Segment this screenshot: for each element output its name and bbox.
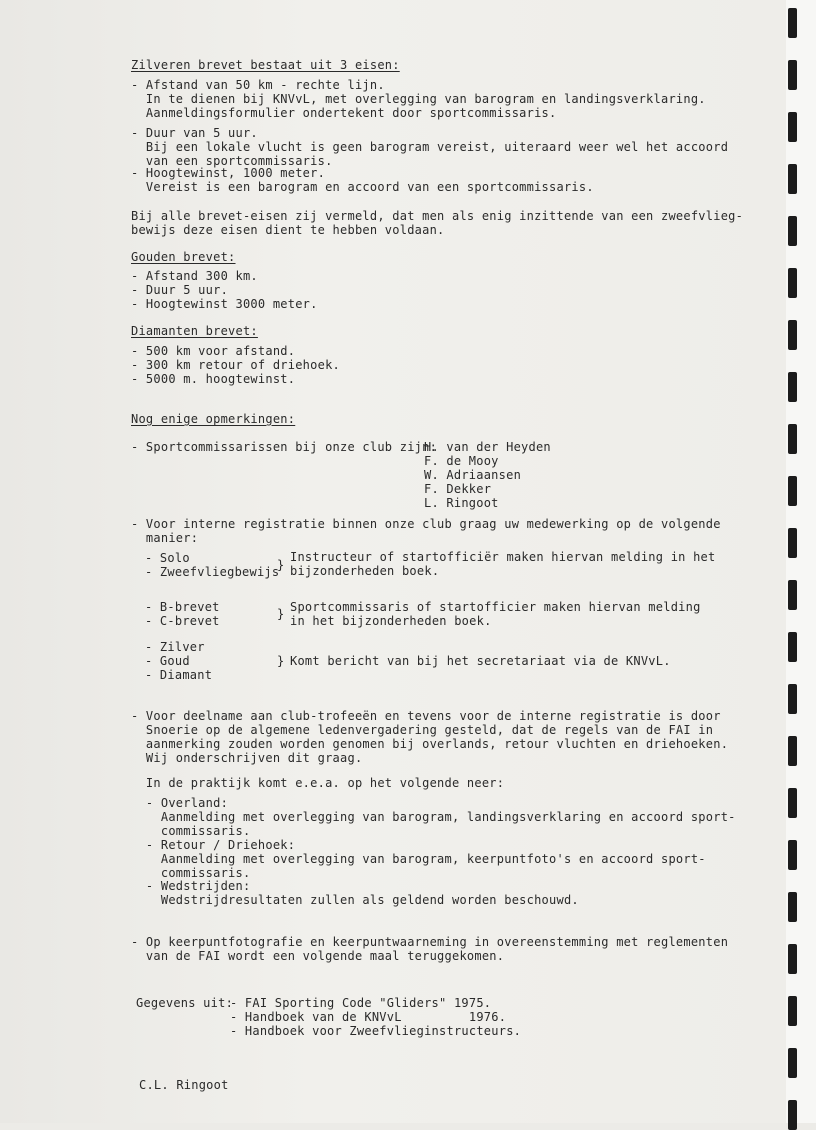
bron-item: - Handboek van de KNVvL 1976. — [230, 1010, 507, 1024]
diamant-line: - 300 km retour of driehoek. — [131, 358, 341, 372]
binding-ring — [788, 632, 797, 662]
heading-gouden-brevet: Gouden brevet: — [131, 250, 236, 264]
zilver-line: - Afstand van 50 km - rechte lijn. — [131, 78, 385, 92]
binding-ring — [788, 320, 797, 350]
brace: } — [277, 558, 285, 572]
heading-zilveren-brevet: Zilveren brevet bestaat uit 3 eisen: — [131, 58, 400, 72]
keerpunt-line: - Op keerpuntfotografie en keerpuntwaarneming in overeenstemming met reglementen — [131, 935, 729, 949]
registratie-item: - Zweefvliegbewijs — [145, 565, 280, 579]
goud-line: - Hoogtewinst 3000 meter. — [131, 297, 318, 311]
group1-text: Instructeur of startofficiër maken hiervan melding in het — [290, 550, 716, 564]
registratie-item: - Diamant — [145, 668, 213, 682]
registratie-line: manier: — [131, 531, 199, 545]
author-signature: C.L. Ringoot — [139, 1078, 229, 1092]
bronnen-label: Gegevens uit: — [136, 996, 234, 1010]
binding-ring — [788, 736, 797, 766]
registratie-item: - B-brevet — [145, 600, 220, 614]
binding-ring — [788, 788, 797, 818]
binding-ring — [788, 112, 797, 142]
binding-ring — [788, 424, 797, 454]
praktijk-intro: In de praktijk komt e.e.a. op het volgende neer: — [131, 776, 505, 790]
commissaris-name: W. Adriaansen — [424, 468, 522, 482]
praktijk-line: Wedstrijdresultaten zullen als geldend worden beschouwd. — [131, 893, 579, 907]
brace: } — [277, 607, 285, 621]
praktijk-line: commissaris. — [131, 824, 251, 838]
praktijk-line: - Retour / Driehoek: — [131, 838, 296, 852]
binding-ring — [788, 60, 797, 90]
binding-ring — [788, 8, 797, 38]
sportcommissarissen-intro: - Sportcommissarissen bij onze club zijn: — [131, 440, 438, 454]
goud-line: - Duur 5 uur. — [131, 283, 229, 297]
group2-text: Sportcommissaris of startofficier maken hiervan melding — [290, 600, 701, 614]
zilver-line: - Duur van 5 uur. — [131, 126, 258, 140]
zilver-line: Aanmeldingsformulier ondertekent door sportcommissaris. — [131, 106, 557, 120]
binding-ring — [788, 1048, 797, 1078]
registratie-item: - Goud — [145, 654, 190, 668]
zilver-note: bewijs deze eisen dient te hebben voldaan. — [131, 223, 445, 237]
praktijk-line: Aanmelding met overlegging van barogram, keerpuntfoto's en accoord sport- — [131, 852, 706, 866]
zilver-line: In te dienen bij KNVvL, met overlegging van barogram en landingsverklaring. — [131, 92, 706, 106]
binding-ring — [788, 944, 797, 974]
commissaris-name: F. Dekker — [424, 482, 492, 496]
group2-text: in het bijzonderheden boek. — [290, 614, 492, 628]
trofee-line: Wij onderschrijven dit graag. — [131, 751, 363, 765]
heading-diamanten-brevet: Diamanten brevet: — [131, 324, 258, 338]
praktijk-line: - Wedstrijden: — [131, 879, 251, 893]
binding-ring — [788, 476, 797, 506]
zilver-note: Bij alle brevet-eisen zij vermeld, dat men als enig inzittende van een zweefvlieg- — [131, 209, 744, 223]
binding-ring — [788, 164, 797, 194]
registratie-line: - Voor interne registratie binnen onze club graag uw medewerking op de volgende — [131, 517, 721, 531]
binding-ring — [788, 580, 797, 610]
goud-line: - Afstand 300 km. — [131, 269, 258, 283]
binding-ring — [788, 684, 797, 714]
diamant-line: - 500 km voor afstand. — [131, 344, 296, 358]
zilver-line: Bij een lokale vlucht is geen barogram vereist, uiteraard weer wel het accoord — [131, 140, 729, 154]
zilver-line: Vereist is een barogram en accoord van een sportcommissaris. — [131, 180, 594, 194]
binding-ring — [788, 528, 797, 558]
binding-ring — [788, 372, 797, 402]
commissaris-name: F. de Mooy — [424, 454, 499, 468]
praktijk-line: commissaris. — [131, 866, 251, 880]
brace: } — [277, 654, 285, 668]
group3-text: Komt bericht van bij het secretariaat via de KNVvL. — [290, 654, 671, 668]
spiral-binding — [786, 0, 816, 1123]
registratie-item: - Solo — [145, 551, 190, 565]
group1-text: bijzonderheden boek. — [290, 564, 440, 578]
bron-item: - FAI Sporting Code "Gliders" 1975. — [230, 996, 492, 1010]
zilver-line: - Hoogtewinst, 1000 meter. — [131, 166, 326, 180]
binding-ring — [788, 268, 797, 298]
trofee-line: - Voor deelname aan club-trofeeën en tevens voor de interne registratie is door — [131, 709, 721, 723]
trofee-line: aanmerking zouden worden genomen bij overlands, retour vluchten en driehoeken. — [131, 737, 729, 751]
keerpunt-line: van de FAI wordt een volgende maal teruggekomen. — [131, 949, 505, 963]
binding-ring — [788, 216, 797, 246]
binding-ring — [788, 996, 797, 1026]
bron-item: - Handboek voor Zweefvlieginstructeurs. — [230, 1024, 522, 1038]
heading-opmerkingen: Nog enige opmerkingen: — [131, 412, 296, 426]
praktijk-line: - Overland: — [131, 796, 229, 810]
trofee-line: Snoerie op de algemene ledenvergadering gesteld, dat de regels van de FAI in — [131, 723, 714, 737]
zilver-line: van een sportcommissaris. — [131, 154, 333, 168]
registratie-item: - Zilver — [145, 640, 205, 654]
commissaris-name: L. Ringoot — [424, 496, 499, 510]
binding-ring — [788, 840, 797, 870]
commissaris-name: H. van der Heyden — [424, 440, 551, 454]
binding-ring — [788, 1100, 797, 1130]
praktijk-line: Aanmelding met overlegging van barogram, landingsverklaring en accoord sport- — [131, 810, 736, 824]
registratie-item: - C-brevet — [145, 614, 220, 628]
binding-ring — [788, 892, 797, 922]
diamant-line: - 5000 m. hoogtewinst. — [131, 372, 296, 386]
